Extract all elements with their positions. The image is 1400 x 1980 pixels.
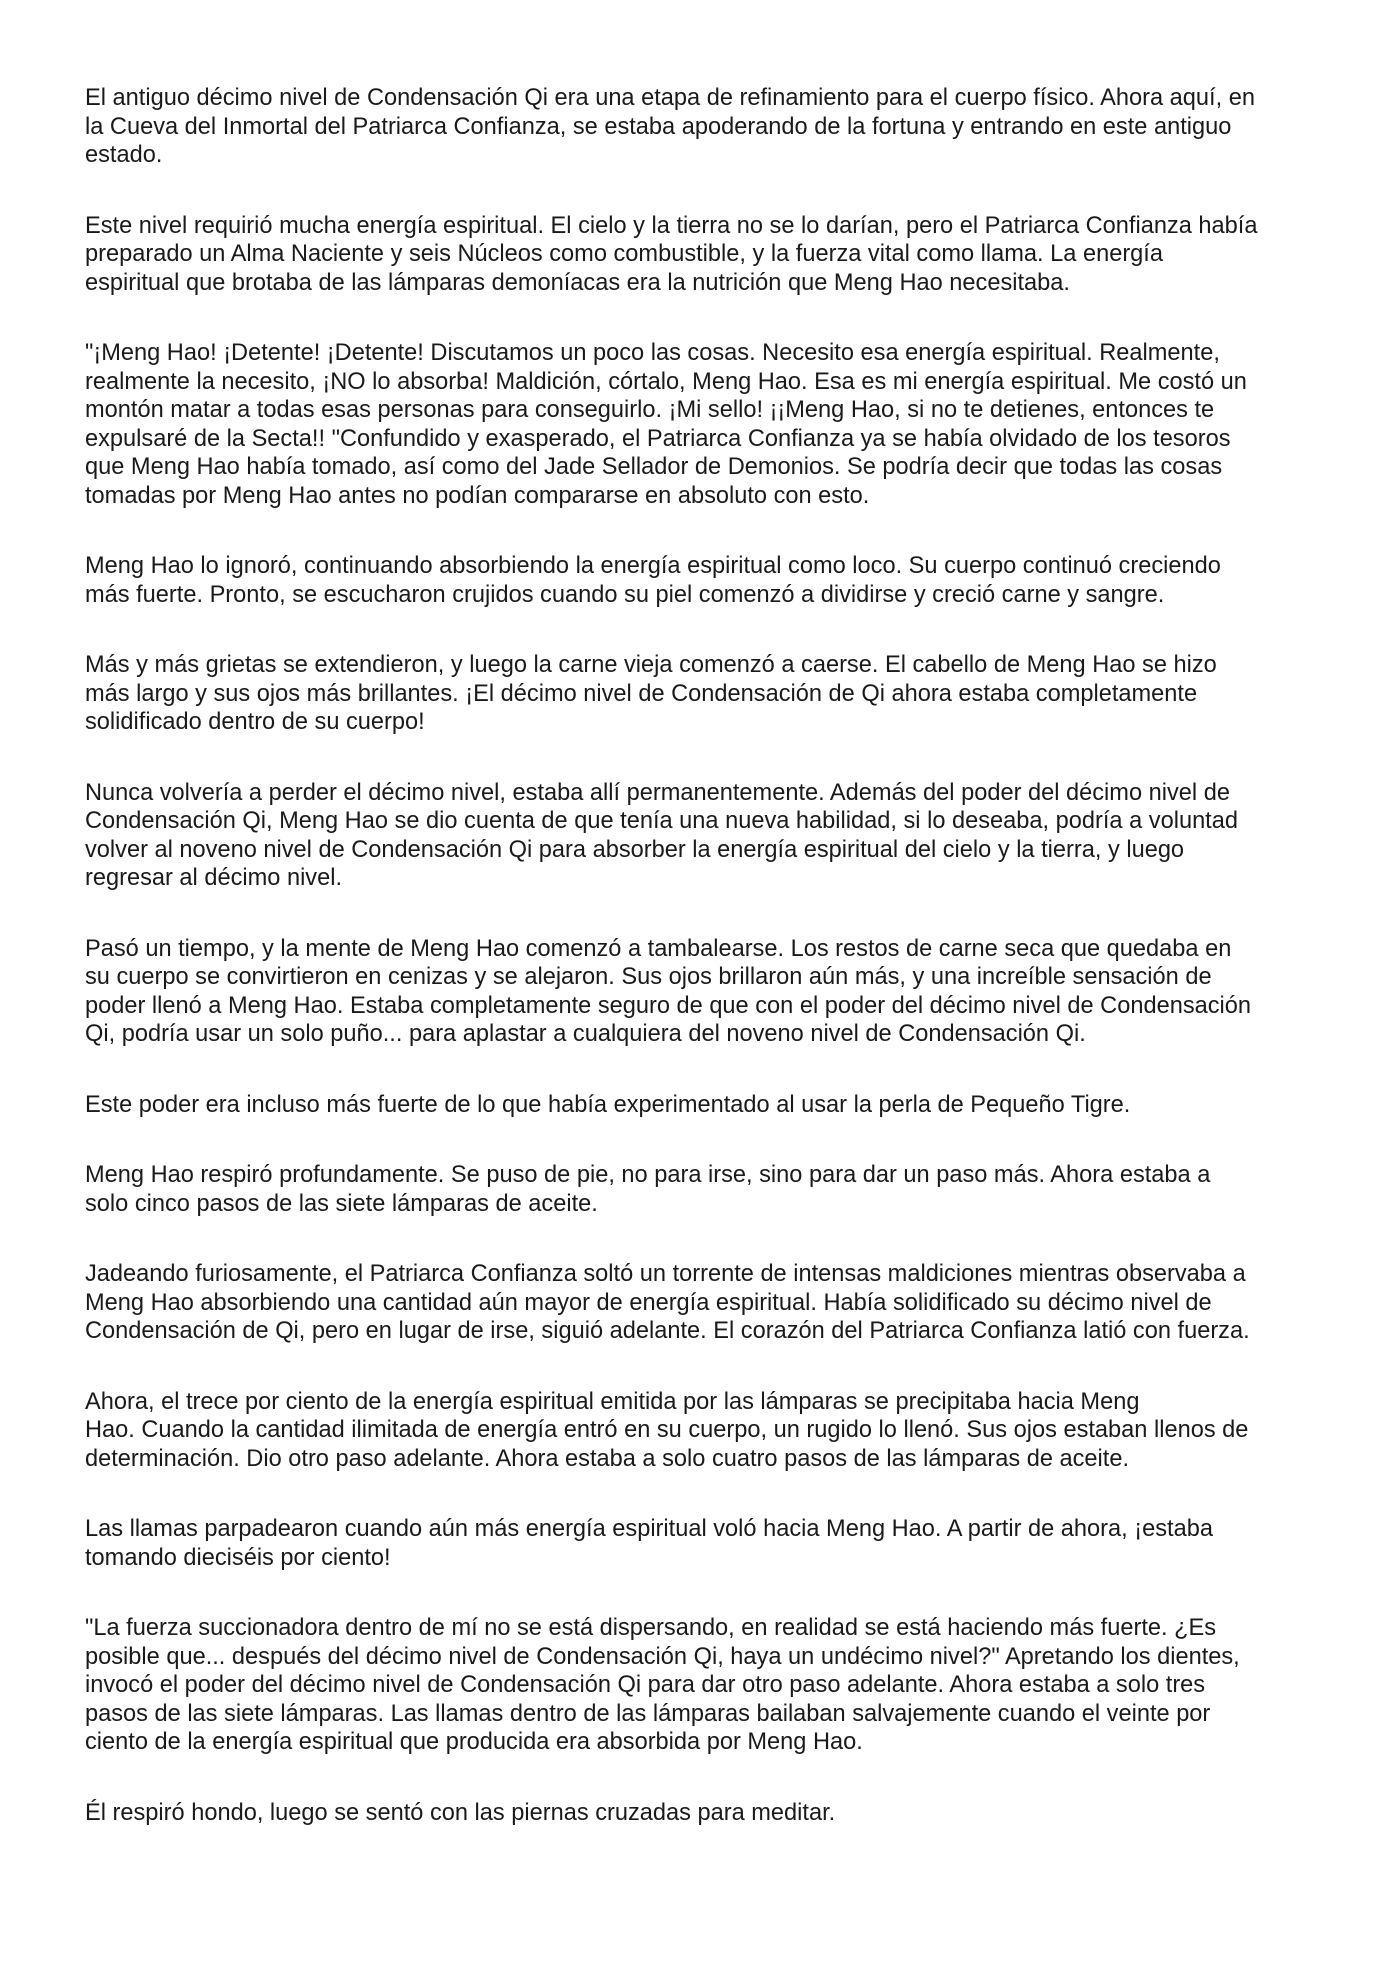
text-line: tomadas por Meng Hao antes no podían compararse en absoluto con esto.: [85, 482, 870, 509]
paragraph-9: [85, 1161, 1321, 1218]
paragraph-13: [85, 1614, 1321, 1757]
text-line: solidificado dentro de su cuerpo!: [85, 709, 425, 735]
text-line: que Meng Hao había tomado, así como del Jade Sellador de Demonios. Se podría decir que todas las cosas: [85, 454, 1223, 480]
text-line: Ahora, el trece por ciento de la energía espiritual emitida por las lámparas se precipitaba hacia Meng: [85, 1388, 1140, 1415]
text-line: Pasó un tiempo, y la mente de Meng Hao comenzó a tambalearse. Los restos de carne seca que quedaba en: [85, 935, 1232, 962]
text-line: pasos de las siete lámparas. Las llamas dentro de las lámparas bailaban salvajemente cuando el veinte por: [85, 1700, 1211, 1727]
text-line: estado.: [85, 142, 163, 168]
paragraph-2: [85, 212, 1321, 298]
text-line: Jadeando furiosamente, el Patriarca Confianza soltó un torrente de intensas maldiciones mientras observaba a: [85, 1261, 1246, 1287]
text-line: preparado un Alma Naciente y seis Núcleos como combustible, y la fuerza vital como llama. La energía: [85, 241, 1163, 267]
paragraph-7: [85, 935, 1321, 1049]
text-line: ciento de la energía espiritual que producida era absorbida por Meng Hao.: [85, 1729, 863, 1755]
text-line: Las llamas parpadearon cuando aún más energía espiritual voló hacia Meng Hao. A partir de ahora, ¡estaba: [85, 1516, 1213, 1542]
paragraph-5: [85, 651, 1321, 737]
text-line: "¡Meng Hao! ¡Detente! ¡Detente! Discutamos un poco las cosas. Necesito esa energía espiritual. Realmente,: [85, 340, 1220, 366]
text-line: determinación. Dio otro paso adelante. Ahora estaba a solo cuatro pasos de las lámparas de aceite.: [85, 1445, 1130, 1472]
text-line: Meng Hao respiró profundamente. Se puso de pie, no para irse, sino para dar un paso más. Ahora estaba a: [85, 1162, 1211, 1188]
paragraph-14: [85, 1799, 1321, 1828]
text-line: Meng Hao lo ignoró, continuando absorbiendo la energía espiritual como loco. Su cuerpo continuó creciendo: [85, 553, 1221, 579]
paragraph-4: [85, 552, 1321, 609]
text-line: Este poder era incluso más fuerte de lo que había experimentado al usar la perla de Pequeño Tigre.: [85, 1091, 1131, 1118]
text-line: Hao. Cuando la cantidad ilimitada de energía entró en su cuerpo, un rugido lo llenó. Sus ojos estaban llenos de: [85, 1417, 1249, 1443]
text-line: montón matar a todas esas personas para conseguirlo. ¡Mi sello! ¡¡Meng Hao, si no te detienes, entonces te: [85, 397, 1215, 423]
text-line: expulsaré de la Secta!! "Confundido y exasperado, el Patriarca Confianza ya se había olvidado de los tesoros: [85, 425, 1231, 452]
text-line: Él respiró hondo, luego se sentó con las piernas cruzadas para meditar.: [85, 1799, 836, 1826]
text-line: Más y más grietas se extendieron, y luego la carne vieja comenzó a caerse. El cabello de Meng Hao se hizo: [85, 652, 1217, 678]
paragraph-12: [85, 1515, 1321, 1572]
paragraph-8: [85, 1091, 1321, 1120]
text-line: Meng Hao absorbiendo una cantidad aún mayor de energía espiritual. Había solidificado su décimo nivel de: [85, 1289, 1212, 1316]
text-line: El antiguo décimo nivel de Condensación Qi era una etapa de refinamiento para el cuerpo físico. Ahora aquí, en: [85, 85, 1255, 111]
paragraph-6: [85, 779, 1321, 893]
document-page: [85, 84, 1321, 1869]
paragraph-1: [85, 84, 1321, 170]
text-line: la Cueva del Inmortal del Patriarca Confianza, se estaba apoderando de la fortuna y entrando en este antiguo: [85, 113, 1232, 140]
text-line: Qi, podría usar un solo puño... para aplastar a cualquiera del noveno nivel de Condensación Qi.: [85, 1021, 1086, 1047]
text-line: Condensación Qi, Meng Hao se dio cuenta de que tenía una nueva habilidad, si lo deseaba, podría a voluntad: [85, 808, 1238, 834]
text-line: invocó el poder del décimo nivel de Condensación Qi para dar otro paso adelante. Ahora estaba a solo tres: [85, 1672, 1206, 1698]
text-line: espiritual que brotaba de las lámparas demoníacas era la nutrición que Meng Hao necesitaba.: [85, 269, 1070, 296]
text-line: volver al noveno nivel de Condensación Qi para absorber la energía espiritual del cielo y la tierra, y luego: [85, 836, 1185, 863]
paragraph-10: [85, 1260, 1321, 1346]
text-line: más largo y sus ojos más brillantes. ¡El décimo nivel de Condensación de Qi ahora estaba completamente: [85, 680, 1198, 707]
text-line: su cuerpo se convirtieron en cenizas y se alejaron. Sus ojos brillaron aún más, y una increíble sensación de: [85, 964, 1212, 990]
text-line: realmente la necesito, ¡NO lo absorba! Maldición, córtalo, Meng Hao. Esa es mi energía espiritual. Me costó un: [85, 368, 1247, 395]
paragraph-3: [85, 339, 1321, 510]
text-line: poder llenó a Meng Hao. Estaba completamente seguro de que con el poder del décimo nivel de Condensación: [85, 992, 1252, 1019]
text-line: Nunca volvería a perder el décimo nivel, estaba allí permanentemente. Además del poder del décimo nivel de: [85, 779, 1230, 806]
text-line: solo cinco pasos de las siete lámparas de aceite.: [85, 1190, 598, 1217]
text-line: Condensación de Qi, pero en lugar de irse, siguió adelante. El corazón del Patriarca Confianza latió con fuerza.: [85, 1318, 1250, 1344]
paragraph-11: [85, 1388, 1321, 1474]
text-line: más fuerte. Pronto, se escucharon crujidos cuando su piel comenzó a dividirse y creció carne y sangre.: [85, 581, 1165, 608]
text-line: Este nivel requirió mucha energía espiritual. El cielo y la tierra no se lo darían, pero el Patriarca Confianza había: [85, 212, 1258, 239]
text-line: regresar al décimo nivel.: [85, 865, 343, 891]
text-line: "La fuerza succionadora dentro de mí no se está dispersando, en realidad se está haciendo más fuerte. ¿Es: [85, 1615, 1217, 1641]
text-line: posible que... después del décimo nivel de Condensación Qi, haya un undécimo nivel?" Apretando los dientes,: [85, 1643, 1240, 1670]
text-line: tomando dieciséis por ciento!: [85, 1544, 391, 1571]
